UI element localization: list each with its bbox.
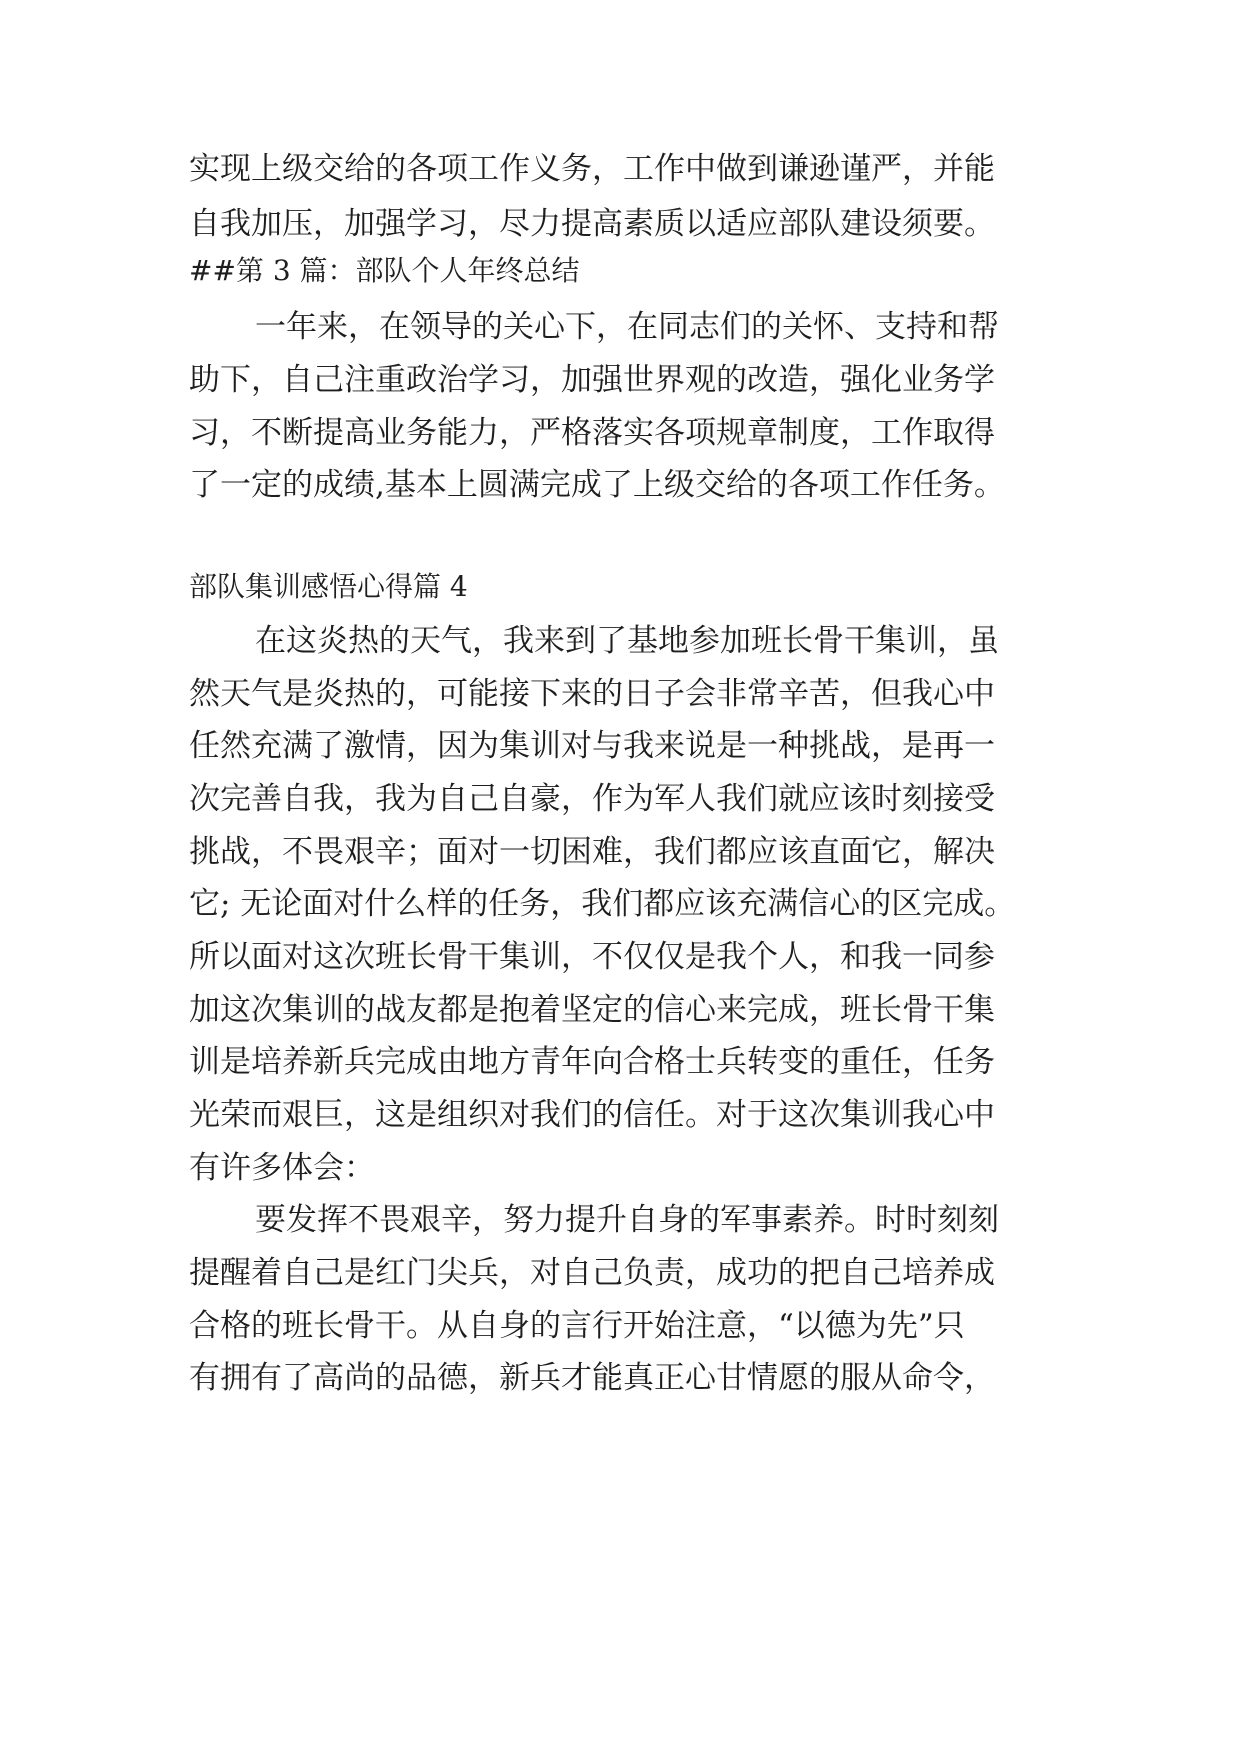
section-3-heading: ##第 3 篇：部队个人年终总结 xyxy=(189,254,580,287)
paragraph-4-line-2: 提醒着自己是红门尖兵，对自己负责，成功的把自己培养成 xyxy=(189,1255,995,1291)
paragraph-3-line-8: 加这次集训的战友都是抱着坚定的信心来完成，班长骨干集 xyxy=(189,992,995,1028)
paragraph-3-line-1: 在这炎热的天气，我来到了基地参加班长骨干集训，虽 xyxy=(255,623,999,659)
paragraph-3-line-9: 训是培养新兵完成由地方青年向合格士兵转变的重任，任务 xyxy=(189,1044,995,1080)
paragraph-3-line-3: 任然充满了激情，因为集训对与我来说是一种挑战，是再一 xyxy=(189,728,995,764)
paragraph-3-line-6: 它; 无论面对什么样的任务，我们都应该充满信心的区完成。 xyxy=(189,886,1016,922)
paragraph-3-line-2: 然天气是炎热的，可能接下来的日子会非常辛苦，但我心中 xyxy=(189,676,995,712)
paragraph-2-line-4: 了一定的成绩,基本上圆满完成了上级交给的各项工作任务。 xyxy=(189,467,1005,503)
paragraph-4-line-1: 要发挥不畏艰辛，努力提升自身的军事素养。时时刻刻 xyxy=(255,1202,999,1238)
paragraph-1-line-2: 自我加压，加强学习，尽力提高素质以适应部队建设须要。 xyxy=(189,206,995,242)
paragraph-3-line-5: 挑战，不畏艰辛；面对一切困难，我们都应该直面它，解决 xyxy=(189,834,995,870)
paragraph-4-line-4: 有拥有了高尚的品德，新兵才能真正心甘情愿的服从命令， xyxy=(189,1360,995,1396)
section-4-heading: 部队集训感悟心得篇 4 xyxy=(189,570,468,603)
paragraph-3-line-10: 光荣而艰巨，这是组织对我们的信任。对于这次集训我心中 xyxy=(189,1097,995,1133)
paragraph-4-line-3: 合格的班长骨干。从自身的言行开始注意，“以德为先”只 xyxy=(189,1308,965,1344)
paragraph-2-line-2: 助下，自己注重政治学习，加强世界观的改造，强化业务学 xyxy=(189,362,995,398)
paragraph-3-line-4: 次完善自我，我为自己自豪，作为军人我们就应该时刻接受 xyxy=(189,781,995,817)
paragraph-1-line-1: 实现上级交给的各项工作义务，工作中做到谦逊谨严，并能 xyxy=(189,151,995,187)
paragraph-2-line-3: 习，不断提高业务能力，严格落实各项规章制度，工作取得 xyxy=(189,415,995,451)
paragraph-2-line-1: 一年来，在领导的关心下，在同志们的关怀、支持和帮 xyxy=(255,309,999,345)
paragraph-3-line-7: 所以面对这次班长骨干集训，不仅仅是我个人，和我一同参 xyxy=(189,939,995,975)
paragraph-3-line-11: 有许多体会： xyxy=(189,1150,375,1186)
